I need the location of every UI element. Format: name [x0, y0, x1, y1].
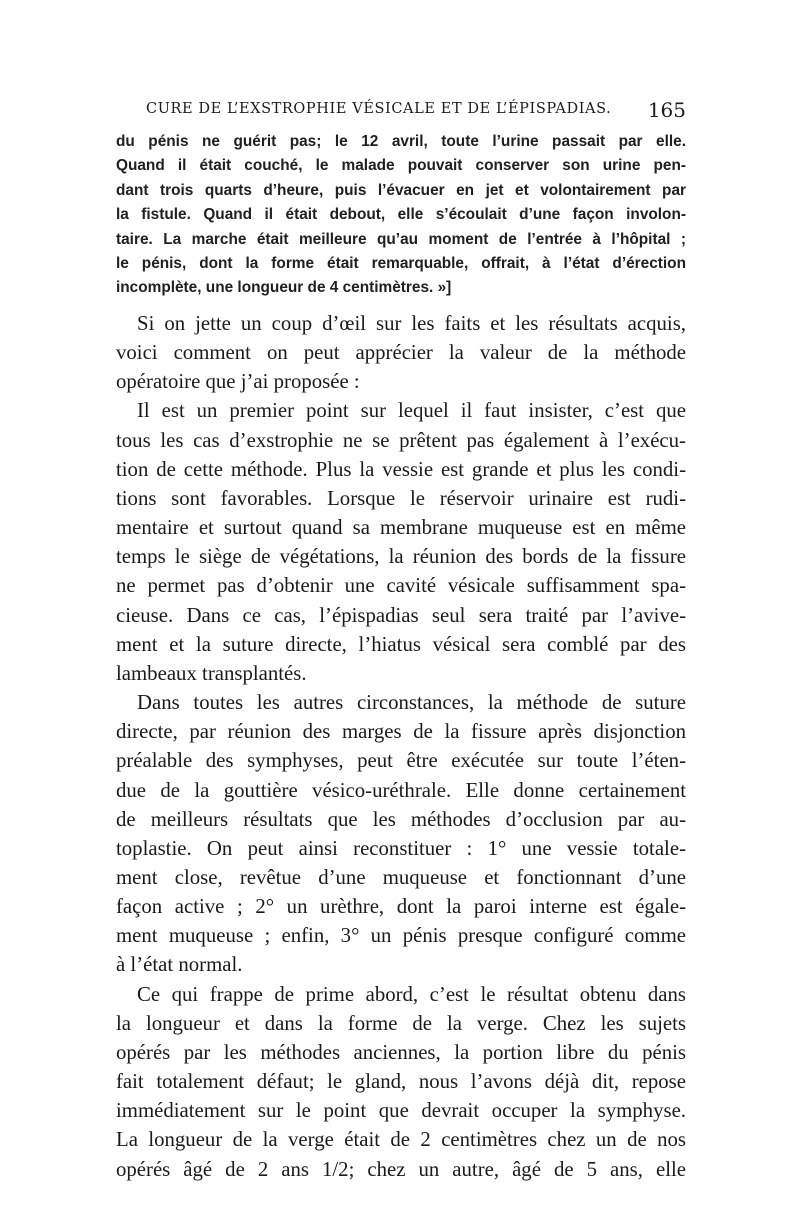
text-line: de meilleurs résultats que les méthodes d’occlusion par au-: [116, 807, 686, 831]
text-line: tous les cas d’exstrophie ne se prêtent pas également à l’exécu-: [116, 428, 686, 452]
text-line: ment et la suture directe, l’hiatus vésical sera comblé par des: [116, 632, 686, 656]
text-line: tion de cette méthode. Plus la vessie est grande et plus les condi-: [116, 457, 686, 481]
text-line: façon active ; 2° un urèthre, dont la paroi interne est égale-: [116, 895, 686, 919]
text-line: Si on jette un coup d’œil sur les faits et les résultats acquis,: [137, 312, 686, 335]
text-line: la fistule. Quand il était debout, elle s’écoulait d’une façon involon-: [116, 206, 686, 224]
body-text: [116, 309, 686, 1184]
running-header: [138, 98, 686, 124]
text-line: directe, par réunion des marges de la fissure après disjonction: [116, 720, 686, 744]
text-line: opératoire que j’ai proposée :: [116, 370, 360, 394]
text-line: à l’état normal.: [116, 953, 243, 977]
text-line: ment muqueuse ; enfin, 3° un pénis presque configuré comme: [116, 924, 686, 948]
text-line: Il est un premier point sur lequel il faut insister, c’est que: [137, 399, 686, 423]
text-line: toplastie. On peut ainsi reconstituer : 1° une vessie totale-: [116, 836, 686, 860]
running-title: CURE DE L’EXSTROPHIE VÉSICALE ET DE L’ÉPISPADIAS.: [146, 101, 612, 117]
text-line: taire. La marche était meilleure qu’au moment de l’entrée à l’hôpital ;: [116, 230, 686, 248]
text-line: du pénis ne guérit pas; le 12 avril, toute l’urine passait par elle.: [116, 133, 686, 150]
text-line: mentaire et surtout quand sa membrane muqueuse est en même: [116, 516, 686, 540]
text-line: La longueur de la verge était de 2 centimètres chez un de nos: [116, 1128, 686, 1152]
text-line: ne permet pas d’obtenir une cavité vésicale suffisamment spa-: [116, 574, 686, 598]
text-line: opérés par les méthodes anciennes, la portion libre du pénis: [116, 1040, 686, 1064]
text-line: incomplète, une longueur de 4 centimètres. »]: [116, 279, 452, 297]
paragraph: [116, 688, 686, 980]
text-line: le pénis, dont la forme était remarquable, offrait, à l’état d’érection: [116, 255, 686, 273]
text-line: lambeaux transplantés.: [116, 661, 307, 685]
text-line: temps le siège de végétations, la réunion des bords de la fissure: [116, 545, 686, 569]
paragraph: [116, 980, 686, 1184]
page-number: 165: [647, 98, 686, 122]
text-line: immédiatement sur le point que devrait occuper la symphyse.: [116, 1099, 686, 1123]
text-line: dant trois quarts d’heure, puis l’évacuer en jet et volontairement par: [116, 181, 686, 199]
text-line: fait totalement défaut; le gland, nous l’avons déjà dit, repose: [116, 1070, 686, 1094]
text-line: voici comment on peut apprécier la valeur de la méthode: [116, 341, 686, 365]
paragraph: [116, 396, 686, 688]
text-line: opérés âgé de 2 ans 1/2; chez un autre, âgé de 5 ans, elle: [116, 1157, 686, 1181]
text-line: Ce qui frappe de prime abord, c’est le résultat obtenu dans: [137, 982, 686, 1006]
text-line: la longueur et dans la forme de la verge. Chez les sujets: [116, 1011, 686, 1035]
text-line: ment close, revêtue d’une muqueuse et fonctionnant d’une: [116, 865, 686, 889]
paragraph: [116, 309, 686, 396]
text-line: Quand il était couché, le malade pouvait conserver son urine pen-: [116, 157, 686, 175]
text-line: cieuse. Dans ce cas, l’épispadias seul sera traité par l’avive-: [116, 603, 686, 627]
text-line: due de la gouttière vésico-uréthrale. Elle donne certainement: [116, 778, 686, 802]
text-line: Dans toutes les autres circonstances, la méthode de suture: [137, 691, 686, 715]
text-line: tions sont favorables. Lorsque le réservoir urinaire est rudi-: [116, 486, 686, 510]
text-line: préalable des symphyses, peut être exécutée sur toute l’éten-: [116, 749, 686, 773]
quoted-case-report: [116, 130, 686, 301]
